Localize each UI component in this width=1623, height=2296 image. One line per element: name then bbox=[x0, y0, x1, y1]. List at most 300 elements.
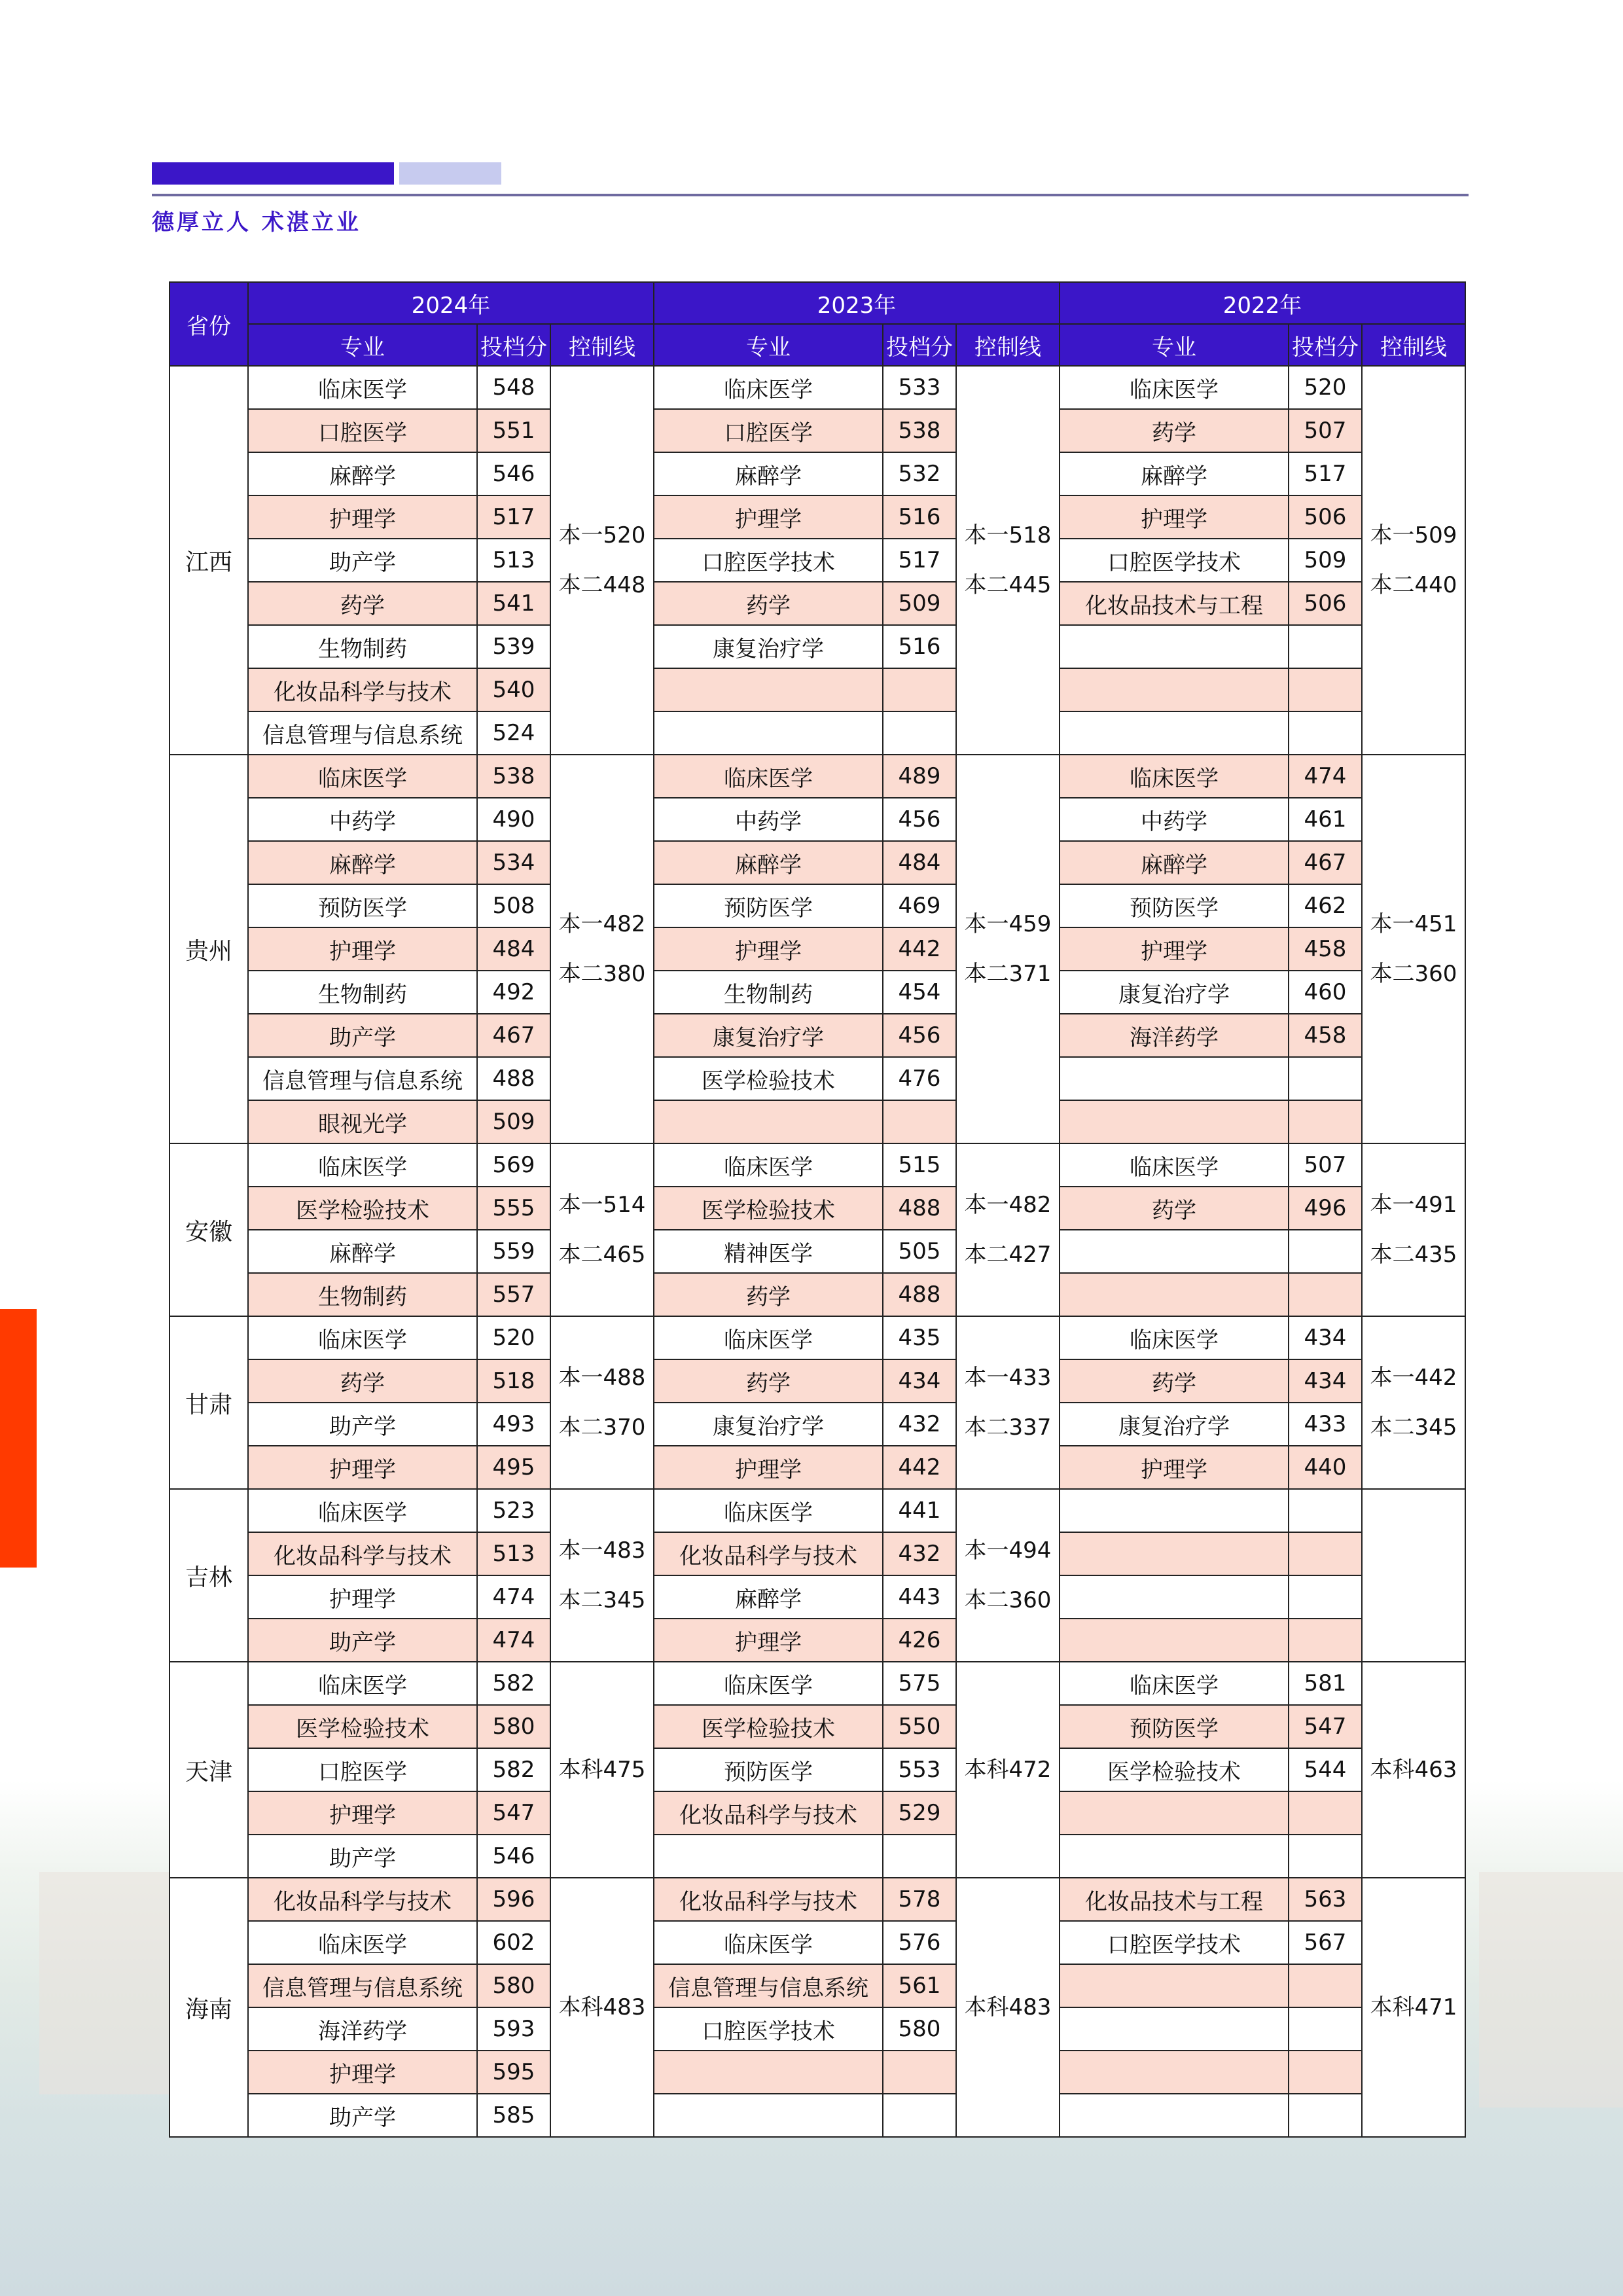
major-cell: 临床医学 bbox=[248, 1662, 477, 1705]
major-cell: 口腔医学技术 bbox=[654, 539, 883, 582]
province-name: 甘肃 bbox=[169, 1316, 248, 1489]
score-cell: 458 bbox=[1289, 1014, 1362, 1057]
score-cell bbox=[1289, 668, 1362, 711]
admission-score-table bbox=[169, 281, 1466, 2138]
major-cell bbox=[1060, 668, 1289, 711]
major-cell: 中药学 bbox=[654, 798, 883, 841]
major-cell: 临床医学 bbox=[248, 366, 477, 409]
major-cell: 麻醉学 bbox=[654, 841, 883, 884]
major-cell bbox=[1060, 1230, 1289, 1273]
score-cell: 516 bbox=[883, 625, 956, 668]
major-cell: 护理学 bbox=[1060, 927, 1289, 971]
major-cell: 化妆品技术与工程 bbox=[1060, 1878, 1289, 1921]
major-cell: 临床医学 bbox=[654, 1143, 883, 1187]
score-cell bbox=[1289, 1964, 1362, 2007]
score-cell: 580 bbox=[883, 2007, 956, 2051]
score-cell: 561 bbox=[883, 1964, 956, 2007]
major-cell: 生物制药 bbox=[248, 625, 477, 668]
score-header: 投档分 bbox=[1289, 324, 1362, 366]
score-cell: 461 bbox=[1289, 798, 1362, 841]
control-line-cell bbox=[1362, 1316, 1465, 1489]
control-line-value: 本二371 bbox=[964, 961, 1052, 987]
score-cell: 581 bbox=[1289, 1662, 1362, 1705]
major-cell: 临床医学 bbox=[1060, 755, 1289, 798]
control-line-value: 本科463 bbox=[1370, 1757, 1457, 1783]
score-cell: 454 bbox=[883, 971, 956, 1014]
control-line-value: 本二337 bbox=[964, 1414, 1052, 1441]
control-line-cell bbox=[550, 366, 654, 755]
score-cell: 517 bbox=[883, 539, 956, 582]
major-cell bbox=[654, 668, 883, 711]
major-cell: 临床医学 bbox=[1060, 366, 1289, 409]
score-cell: 484 bbox=[883, 841, 956, 884]
score-cell: 578 bbox=[883, 1878, 956, 1921]
major-cell: 医学检验技术 bbox=[654, 1705, 883, 1748]
score-cell: 426 bbox=[883, 1619, 956, 1662]
score-cell: 593 bbox=[477, 2007, 550, 2051]
table-row bbox=[169, 927, 1465, 971]
control-line-value: 本一483 bbox=[558, 1537, 646, 1564]
score-cell: 488 bbox=[883, 1273, 956, 1316]
table-row bbox=[169, 539, 1465, 582]
score-cell: 553 bbox=[883, 1748, 956, 1791]
province-name: 江西 bbox=[169, 366, 248, 755]
score-cell: 474 bbox=[1289, 755, 1362, 798]
score-cell: 569 bbox=[477, 1143, 550, 1187]
score-cell: 602 bbox=[477, 1921, 550, 1964]
control-line-value: 本一433 bbox=[964, 1365, 1052, 1391]
score-cell bbox=[883, 711, 956, 755]
major-cell: 护理学 bbox=[1060, 495, 1289, 539]
major-cell: 药学 bbox=[654, 1359, 883, 1403]
score-cell: 432 bbox=[883, 1403, 956, 1446]
table-row bbox=[169, 1619, 1465, 1662]
control-line-value: 本一482 bbox=[964, 1192, 1052, 1218]
major-cell: 生物制药 bbox=[654, 971, 883, 1014]
line-header: 控制线 bbox=[1362, 324, 1465, 366]
score-cell: 538 bbox=[883, 409, 956, 452]
major-cell: 助产学 bbox=[248, 1619, 477, 1662]
control-line-cell bbox=[956, 755, 1060, 1143]
score-cell bbox=[1289, 1791, 1362, 1835]
major-cell: 眼视光学 bbox=[248, 1100, 477, 1143]
major-cell: 麻醉学 bbox=[248, 841, 477, 884]
major-cell bbox=[1060, 625, 1289, 668]
table-row bbox=[169, 1316, 1465, 1359]
score-cell: 513 bbox=[477, 539, 550, 582]
year-header-2023: 2023年 bbox=[654, 282, 1060, 324]
control-line-value: 本一459 bbox=[964, 911, 1052, 937]
line-header: 控制线 bbox=[956, 324, 1060, 366]
table-row bbox=[169, 1014, 1465, 1057]
score-cell: 484 bbox=[477, 927, 550, 971]
major-cell bbox=[654, 2051, 883, 2094]
score-cell: 576 bbox=[883, 1921, 956, 1964]
control-line-value: 本一518 bbox=[964, 522, 1052, 548]
table-row bbox=[169, 2094, 1465, 2137]
table-row bbox=[169, 1575, 1465, 1619]
score-cell: 533 bbox=[883, 366, 956, 409]
major-cell: 麻醉学 bbox=[1060, 841, 1289, 884]
major-cell: 临床医学 bbox=[654, 1921, 883, 1964]
score-cell bbox=[883, 668, 956, 711]
table-row bbox=[169, 798, 1465, 841]
table-row bbox=[169, 1835, 1465, 1878]
province-name: 吉林 bbox=[169, 1489, 248, 1662]
score-cell: 492 bbox=[477, 971, 550, 1014]
score-cell: 460 bbox=[1289, 971, 1362, 1014]
major-header: 专业 bbox=[248, 324, 477, 366]
major-cell: 化妆品科学与技术 bbox=[654, 1791, 883, 1835]
control-line-value: 本一451 bbox=[1370, 911, 1457, 937]
control-line-value: 本一491 bbox=[1370, 1192, 1457, 1218]
score-cell bbox=[1289, 1489, 1362, 1532]
control-line-cell bbox=[956, 366, 1060, 755]
major-cell: 麻醉学 bbox=[248, 452, 477, 495]
control-line-value: 本科471 bbox=[1370, 1994, 1457, 2020]
score-cell bbox=[883, 2094, 956, 2137]
slogan: 德厚立人 术湛立业 bbox=[152, 209, 361, 236]
major-cell: 精神医学 bbox=[654, 1230, 883, 1273]
major-cell: 预防医学 bbox=[654, 884, 883, 927]
table-row bbox=[169, 452, 1465, 495]
control-line-cell bbox=[550, 1143, 654, 1316]
control-line-cell bbox=[550, 1878, 654, 2137]
control-line-value: 本二380 bbox=[558, 961, 646, 987]
control-line-value: 本科475 bbox=[558, 1757, 646, 1783]
table-row bbox=[169, 1705, 1465, 1748]
control-line-value: 本二448 bbox=[558, 572, 646, 598]
score-cell: 555 bbox=[477, 1187, 550, 1230]
major-cell bbox=[654, 2094, 883, 2137]
major-cell: 预防医学 bbox=[1060, 884, 1289, 927]
score-cell: 495 bbox=[477, 1446, 550, 1489]
control-line-value: 本二370 bbox=[558, 1414, 646, 1441]
score-cell: 595 bbox=[477, 2051, 550, 2094]
score-cell: 582 bbox=[477, 1662, 550, 1705]
score-cell: 541 bbox=[477, 582, 550, 625]
major-cell: 化妆品科学与技术 bbox=[248, 1878, 477, 1921]
major-cell: 药学 bbox=[1060, 409, 1289, 452]
score-cell: 509 bbox=[883, 582, 956, 625]
major-cell: 临床医学 bbox=[248, 1921, 477, 1964]
control-line-value: 本一482 bbox=[558, 911, 646, 937]
province-name: 海南 bbox=[169, 1878, 248, 2137]
score-cell: 540 bbox=[477, 668, 550, 711]
province-header: 省份 bbox=[169, 282, 248, 366]
major-cell: 药学 bbox=[248, 1359, 477, 1403]
major-cell: 中药学 bbox=[248, 798, 477, 841]
control-line-cell bbox=[1362, 366, 1465, 755]
control-line-cell bbox=[550, 1489, 654, 1662]
major-header: 专业 bbox=[654, 324, 883, 366]
score-cell: 509 bbox=[477, 1100, 550, 1143]
major-cell: 信息管理与信息系统 bbox=[654, 1964, 883, 2007]
table-row bbox=[169, 1878, 1465, 1921]
major-cell: 信息管理与信息系统 bbox=[248, 711, 477, 755]
major-cell bbox=[1060, 2094, 1289, 2137]
table-row bbox=[169, 1230, 1465, 1273]
score-cell: 582 bbox=[477, 1748, 550, 1791]
major-cell: 临床医学 bbox=[1060, 1143, 1289, 1187]
major-cell: 麻醉学 bbox=[654, 1575, 883, 1619]
control-line-cell bbox=[550, 755, 654, 1143]
table-row bbox=[169, 971, 1465, 1014]
control-line-value: 本二440 bbox=[1370, 572, 1457, 598]
score-cell: 523 bbox=[477, 1489, 550, 1532]
score-cell: 434 bbox=[883, 1359, 956, 1403]
major-cell: 临床医学 bbox=[1060, 1662, 1289, 1705]
score-cell bbox=[1289, 2051, 1362, 2094]
major-cell: 护理学 bbox=[654, 927, 883, 971]
major-cell: 化妆品科学与技术 bbox=[654, 1532, 883, 1575]
score-cell: 506 bbox=[1289, 582, 1362, 625]
score-cell: 509 bbox=[1289, 539, 1362, 582]
score-cell: 469 bbox=[883, 884, 956, 927]
major-cell: 预防医学 bbox=[248, 884, 477, 927]
score-table-body bbox=[169, 366, 1465, 2137]
table-row bbox=[169, 1489, 1465, 1532]
control-line-cell bbox=[1362, 1878, 1465, 2137]
table-row bbox=[169, 1532, 1465, 1575]
control-line-cell bbox=[956, 1878, 1060, 2137]
major-cell: 康复治疗学 bbox=[1060, 971, 1289, 1014]
score-cell: 550 bbox=[883, 1705, 956, 1748]
major-cell: 口腔医学 bbox=[248, 1748, 477, 1791]
score-cell: 559 bbox=[477, 1230, 550, 1273]
score-cell: 551 bbox=[477, 409, 550, 452]
score-header: 投档分 bbox=[477, 324, 550, 366]
score-cell: 517 bbox=[1289, 452, 1362, 495]
score-cell: 474 bbox=[477, 1619, 550, 1662]
major-cell: 口腔医学技术 bbox=[1060, 539, 1289, 582]
score-cell: 557 bbox=[477, 1273, 550, 1316]
major-cell: 海洋药学 bbox=[1060, 1014, 1289, 1057]
table-row bbox=[169, 711, 1465, 755]
major-cell: 麻醉学 bbox=[654, 452, 883, 495]
control-line-cell bbox=[1362, 1489, 1465, 1662]
score-cell: 488 bbox=[883, 1187, 956, 1230]
line-header: 控制线 bbox=[550, 324, 654, 366]
score-cell: 575 bbox=[883, 1662, 956, 1705]
score-cell: 538 bbox=[477, 755, 550, 798]
major-cell: 助产学 bbox=[248, 539, 477, 582]
score-cell bbox=[1289, 2094, 1362, 2137]
table-row bbox=[169, 1143, 1465, 1187]
score-cell: 458 bbox=[1289, 927, 1362, 971]
score-cell: 441 bbox=[883, 1489, 956, 1532]
table-row bbox=[169, 1273, 1465, 1316]
score-cell: 532 bbox=[883, 452, 956, 495]
major-cell: 生物制药 bbox=[248, 971, 477, 1014]
control-line-value: 本二345 bbox=[558, 1587, 646, 1613]
major-cell: 口腔医学技术 bbox=[654, 2007, 883, 2051]
score-cell: 505 bbox=[883, 1230, 956, 1273]
score-cell bbox=[1289, 1532, 1362, 1575]
major-cell: 麻醉学 bbox=[1060, 452, 1289, 495]
score-cell: 548 bbox=[477, 366, 550, 409]
score-cell bbox=[1289, 625, 1362, 668]
score-cell bbox=[1289, 1575, 1362, 1619]
major-cell: 口腔医学 bbox=[654, 409, 883, 452]
control-line-cell bbox=[1362, 755, 1465, 1143]
score-cell bbox=[1289, 1273, 1362, 1316]
major-cell: 预防医学 bbox=[1060, 1705, 1289, 1748]
score-cell: 580 bbox=[477, 1705, 550, 1748]
score-cell: 580 bbox=[477, 1964, 550, 2007]
header-accent-bar-light bbox=[399, 162, 501, 185]
major-cell: 药学 bbox=[654, 582, 883, 625]
major-cell: 护理学 bbox=[248, 495, 477, 539]
score-cell: 567 bbox=[1289, 1921, 1362, 1964]
major-cell bbox=[1060, 1057, 1289, 1100]
score-cell: 433 bbox=[1289, 1403, 1362, 1446]
major-cell: 医学检验技术 bbox=[248, 1705, 477, 1748]
major-cell: 信息管理与信息系统 bbox=[248, 1057, 477, 1100]
major-cell: 临床医学 bbox=[1060, 1316, 1289, 1359]
score-cell bbox=[1289, 711, 1362, 755]
control-line-value: 本二427 bbox=[964, 1242, 1052, 1268]
major-cell: 护理学 bbox=[248, 2051, 477, 2094]
score-cell: 443 bbox=[883, 1575, 956, 1619]
score-cell: 518 bbox=[477, 1359, 550, 1403]
table-row bbox=[169, 366, 1465, 409]
major-cell: 海洋药学 bbox=[248, 2007, 477, 2051]
control-line-cell bbox=[956, 1143, 1060, 1316]
score-cell: 432 bbox=[883, 1532, 956, 1575]
control-line-value: 本一514 bbox=[558, 1192, 646, 1218]
score-cell: 489 bbox=[883, 755, 956, 798]
control-line-value: 本一520 bbox=[558, 522, 646, 548]
control-line-cell bbox=[550, 1316, 654, 1489]
major-cell bbox=[1060, 1100, 1289, 1143]
major-cell: 护理学 bbox=[654, 1446, 883, 1489]
major-cell: 临床医学 bbox=[654, 1489, 883, 1532]
score-cell: 507 bbox=[1289, 409, 1362, 452]
major-cell: 麻醉学 bbox=[248, 1230, 477, 1273]
year-header-2022: 2022年 bbox=[1060, 282, 1465, 324]
major-cell: 化妆品科学与技术 bbox=[248, 1532, 477, 1575]
table-row bbox=[169, 1921, 1465, 1964]
major-cell bbox=[1060, 2007, 1289, 2051]
score-cell: 467 bbox=[477, 1014, 550, 1057]
control-line-value: 本二465 bbox=[558, 1242, 646, 1268]
major-cell: 口腔医学技术 bbox=[1060, 1921, 1289, 1964]
major-cell: 医学检验技术 bbox=[248, 1187, 477, 1230]
major-cell: 护理学 bbox=[248, 927, 477, 971]
score-cell bbox=[1289, 1057, 1362, 1100]
control-line-value: 本一509 bbox=[1370, 522, 1457, 548]
score-cell: 506 bbox=[1289, 495, 1362, 539]
control-line-value: 本科472 bbox=[964, 1757, 1052, 1783]
score-cell: 442 bbox=[883, 1446, 956, 1489]
major-cell: 药学 bbox=[1060, 1359, 1289, 1403]
score-cell: 596 bbox=[477, 1878, 550, 1921]
major-cell: 信息管理与信息系统 bbox=[248, 1964, 477, 2007]
major-cell: 临床医学 bbox=[248, 1489, 477, 1532]
major-cell: 助产学 bbox=[248, 1403, 477, 1446]
major-cell: 护理学 bbox=[1060, 1446, 1289, 1489]
major-cell: 预防医学 bbox=[654, 1748, 883, 1791]
score-cell bbox=[883, 1100, 956, 1143]
score-cell: 493 bbox=[477, 1403, 550, 1446]
header-accent-bar bbox=[152, 162, 394, 185]
control-line-value: 本一488 bbox=[558, 1365, 646, 1391]
major-cell bbox=[1060, 1619, 1289, 1662]
score-cell: 508 bbox=[477, 884, 550, 927]
major-cell bbox=[1060, 1835, 1289, 1878]
building-silhouette-right bbox=[1479, 1872, 1623, 2108]
table-row bbox=[169, 1187, 1465, 1230]
major-cell bbox=[654, 1100, 883, 1143]
control-line-cell bbox=[550, 1662, 654, 1878]
control-line-value: 本二360 bbox=[1370, 961, 1457, 987]
table-row bbox=[169, 1403, 1465, 1446]
major-cell: 护理学 bbox=[248, 1446, 477, 1489]
major-cell: 助产学 bbox=[248, 1835, 477, 1878]
header-rule bbox=[152, 194, 1469, 196]
score-cell: 456 bbox=[883, 798, 956, 841]
major-cell bbox=[1060, 1273, 1289, 1316]
control-line-value: 本二445 bbox=[964, 572, 1052, 598]
score-cell: 524 bbox=[477, 711, 550, 755]
province-name: 天津 bbox=[169, 1662, 248, 1878]
major-cell bbox=[1060, 1489, 1289, 1532]
major-cell bbox=[1060, 711, 1289, 755]
table-row bbox=[169, 1100, 1465, 1143]
score-cell: 467 bbox=[1289, 841, 1362, 884]
score-cell: 515 bbox=[883, 1143, 956, 1187]
table-row bbox=[169, 409, 1465, 452]
major-cell: 康复治疗学 bbox=[1060, 1403, 1289, 1446]
table-row bbox=[169, 1748, 1465, 1791]
control-line-value: 本一494 bbox=[964, 1537, 1052, 1564]
score-cell: 520 bbox=[1289, 366, 1362, 409]
major-cell: 化妆品科学与技术 bbox=[248, 668, 477, 711]
score-cell: 534 bbox=[477, 841, 550, 884]
score-cell: 488 bbox=[477, 1057, 550, 1100]
province-name: 安徽 bbox=[169, 1143, 248, 1316]
major-cell: 助产学 bbox=[248, 1014, 477, 1057]
major-cell bbox=[654, 1835, 883, 1878]
table-row bbox=[169, 495, 1465, 539]
score-cell: 529 bbox=[883, 1791, 956, 1835]
major-cell: 康复治疗学 bbox=[654, 1403, 883, 1446]
major-cell: 临床医学 bbox=[248, 1143, 477, 1187]
score-cell: 474 bbox=[477, 1575, 550, 1619]
score-cell: 546 bbox=[477, 1835, 550, 1878]
control-line-value: 本二345 bbox=[1370, 1414, 1457, 1441]
score-cell: 434 bbox=[1289, 1316, 1362, 1359]
table-row bbox=[169, 1791, 1465, 1835]
major-cell bbox=[1060, 1575, 1289, 1619]
major-cell: 护理学 bbox=[654, 1619, 883, 1662]
control-line-cell bbox=[956, 1662, 1060, 1878]
major-cell: 护理学 bbox=[248, 1791, 477, 1835]
table-row bbox=[169, 1662, 1465, 1705]
score-cell: 563 bbox=[1289, 1878, 1362, 1921]
table-row bbox=[169, 841, 1465, 884]
major-cell: 医学检验技术 bbox=[654, 1057, 883, 1100]
score-cell: 462 bbox=[1289, 884, 1362, 927]
score-cell: 516 bbox=[883, 495, 956, 539]
major-cell: 口腔医学 bbox=[248, 409, 477, 452]
major-cell: 化妆品技术与工程 bbox=[1060, 582, 1289, 625]
table-row bbox=[169, 884, 1465, 927]
table-row bbox=[169, 1446, 1465, 1489]
score-cell bbox=[1289, 1835, 1362, 1878]
score-cell bbox=[883, 2051, 956, 2094]
